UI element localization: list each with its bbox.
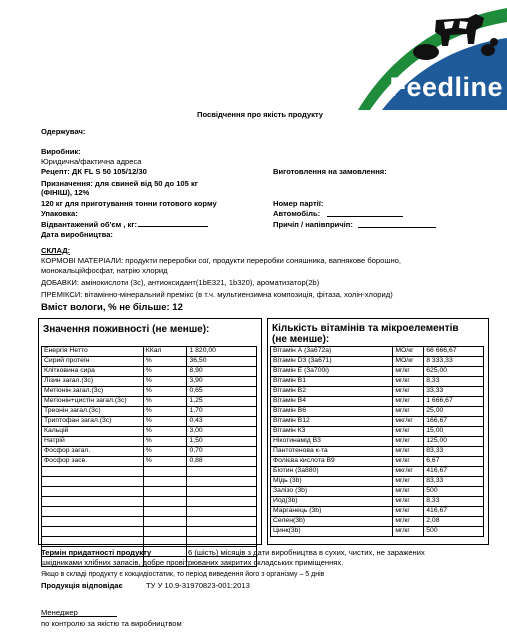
unit-cell: мг/кг <box>393 387 424 397</box>
vitamin-row <box>271 397 484 407</box>
vitamin-row <box>271 497 484 507</box>
value-cell: 83,33 <box>424 447 484 457</box>
name-cell: Кальцій <box>42 427 144 437</box>
recipe-label: Рецепт: ДК FL S 50 105/12/30 <box>41 167 147 176</box>
value-cell: 8,33 <box>424 497 484 507</box>
name-cell: Марганець (3b) <box>271 507 393 517</box>
name-cell: Мідь (3b) <box>271 477 393 487</box>
unit-cell: мг/кг <box>393 477 424 487</box>
name-cell <box>42 537 144 547</box>
name-cell: Вітамін В1 <box>271 377 393 387</box>
name-cell: Вітамін D3 (3a671) <box>271 357 393 367</box>
name-cell: Енергія Нетто <box>42 347 144 357</box>
unit-cell: мг/кг <box>393 407 424 417</box>
value-cell: 625,00 <box>424 367 484 377</box>
name-cell: Триптофан загал.(3с) <box>42 417 144 427</box>
unit-cell: % <box>143 457 187 467</box>
name-cell: Вітамін В6 <box>271 407 393 417</box>
name-cell: Вітамін К3 <box>271 427 393 437</box>
vitamin-row <box>271 427 484 437</box>
value-cell: 416,67 <box>424 507 484 517</box>
nutrition-row <box>42 467 257 477</box>
unit-cell: % <box>143 437 187 447</box>
name-cell: Пантотенова к-та <box>271 447 393 457</box>
address-label: Юридична/фактична адреса <box>41 157 142 166</box>
unit-cell: % <box>143 387 187 397</box>
unit-cell: % <box>143 357 187 367</box>
producer-label: Виробник: <box>41 147 81 156</box>
value-cell <box>187 517 257 527</box>
name-cell: Вітамін А (3a672a) <box>271 347 393 357</box>
vitamin-row <box>271 357 484 367</box>
nutrition-row <box>42 367 257 377</box>
value-cell <box>187 507 257 517</box>
signature-line <box>41 616 117 617</box>
vitamin-row <box>271 477 484 487</box>
standard-value: ТУ У 10.9-31970823-001:2013 <box>146 581 250 590</box>
unit-cell: МО/кг <box>393 347 424 357</box>
value-cell <box>187 527 257 537</box>
unit-cell: мкг/кг <box>393 467 424 477</box>
unit-cell: мг/кг <box>393 497 424 507</box>
name-cell: Біотин (3a880) <box>271 467 393 477</box>
unit-cell: мг/кг <box>393 397 424 407</box>
name-cell: Вітамін Е (3a700i) <box>271 367 393 377</box>
name-cell: Нікотинамід В3 <box>271 437 393 447</box>
nutrition-row <box>42 417 257 427</box>
name-cell: Фолієва кислота В9 <box>271 457 393 467</box>
composition-heading: СКЛАД: <box>41 246 71 255</box>
nutrition-row <box>42 447 257 457</box>
unit-cell: % <box>143 397 187 407</box>
unit-cell: мг/кг <box>393 437 424 447</box>
shelf-life-text: 6 (шість) місяців з дати виробництва в сухих, чистих, не заражених <box>188 548 425 557</box>
brand-name: Feedline <box>389 72 503 102</box>
name-cell <box>42 497 144 507</box>
name-cell: Вітамін В4 <box>271 397 393 407</box>
feed-materials-line-2: монокальційфосфат, натрію хлорид <box>41 266 168 275</box>
moisture-line: Вміст вологи, % не більше: 12 <box>41 302 183 313</box>
vitamin-row <box>271 407 484 417</box>
name-cell <box>42 487 144 497</box>
nutrition-row <box>42 517 257 527</box>
unit-cell <box>143 477 187 487</box>
value-cell <box>187 497 257 507</box>
name-cell <box>42 467 144 477</box>
value-cell <box>187 537 257 547</box>
name-cell: Метіонін загал.(3с) <box>42 387 144 397</box>
trailer-label: Причіп / напівпричіп: <box>273 220 353 229</box>
manager-label: Менеджер <box>41 608 78 617</box>
unit-cell: мг/кг <box>393 447 424 457</box>
car-label: Автомобіль: <box>273 209 321 218</box>
vitamins-title-2: (не менше): <box>272 334 330 345</box>
nutrition-row <box>42 527 257 537</box>
value-cell: 8,33 <box>424 377 484 387</box>
value-cell: 1 666,67 <box>424 397 484 407</box>
date-label: Дата виробництва: <box>41 230 113 239</box>
value-cell: 83,33 <box>424 477 484 487</box>
name-cell <box>42 517 144 527</box>
unit-cell <box>143 537 187 547</box>
name-cell: Вітамін В2 <box>271 387 393 397</box>
nutrition-row <box>42 427 257 437</box>
vitamins-title-1: Кількість вітамінів та мікроелементів <box>272 323 459 334</box>
recipient-label: Одержувач: <box>41 127 86 136</box>
value-cell: 15,00 <box>424 427 484 437</box>
unit-cell: мг/кг <box>393 487 424 497</box>
nutrition-row <box>42 537 257 547</box>
nutrition-row <box>42 377 257 387</box>
value-cell <box>187 477 257 487</box>
nutrition-row <box>42 437 257 447</box>
name-cell: Йод(3b) <box>271 497 393 507</box>
value-cell: 0,43 <box>187 417 257 427</box>
value-cell: 500 <box>424 527 484 537</box>
nutrition-row <box>42 387 257 397</box>
shelf-life-text-2: шкідниками хлібних запасів, добре провітрюваних закритих складських приміщеннях. <box>41 558 344 567</box>
made-to-order-label: Виготовлення на замовлення: <box>273 167 387 176</box>
vitamin-row <box>271 487 484 497</box>
nutrition-row <box>42 477 257 487</box>
name-cell: Цинк(3b) <box>271 527 393 537</box>
vitamin-row <box>271 377 484 387</box>
unit-cell: % <box>143 447 187 457</box>
unit-cell: мг/кг <box>393 457 424 467</box>
unit-cell: мг/кг <box>393 517 424 527</box>
unit-cell: % <box>143 417 187 427</box>
value-cell: 25,00 <box>424 407 484 417</box>
vitamins-table <box>270 346 484 537</box>
value-cell: 6,67 <box>424 457 484 467</box>
value-cell: 3,90 <box>187 377 257 387</box>
nutrition-row <box>42 397 257 407</box>
vitamin-row <box>271 527 484 537</box>
vitamin-row <box>271 467 484 477</box>
unit-cell: мг/кг <box>393 427 424 437</box>
quality-control-label: по контролю за якістю та виробництвом <box>41 619 182 628</box>
additives-line: ДОБАВКИ: амінокислоти (3с), антиоксидант(1bE321, 1b320), ароматизатор(2b) <box>41 278 320 287</box>
shelf-life-label: Термін придатності продукту <box>41 548 152 557</box>
vitamin-row <box>271 387 484 397</box>
name-cell: Метіонін+цистін загал.(3с) <box>42 397 144 407</box>
value-cell: 36,50 <box>187 357 257 367</box>
value-cell: 166,67 <box>424 417 484 427</box>
shipped-underline <box>138 226 208 227</box>
value-cell: 1,50 <box>187 437 257 447</box>
unit-cell: мг/кг <box>393 527 424 537</box>
unit-cell <box>143 527 187 537</box>
unit-cell <box>143 497 187 507</box>
vitamin-row <box>271 347 484 357</box>
value-cell: 0,70 <box>187 447 257 457</box>
feedline-logo <box>318 0 507 110</box>
vitamin-row <box>271 367 484 377</box>
coccidiostat-note: Якщо в складі продукту є кокцидіостатик, то період виведення його з організму – 5 днів <box>41 571 325 578</box>
purpose-line-2: (ФІНІШ), 12% <box>41 188 90 197</box>
value-cell <box>187 467 257 477</box>
name-cell: Фосфор загал. <box>42 447 144 457</box>
value-cell: 3,00 <box>187 427 257 437</box>
nutrition-table <box>41 346 257 567</box>
value-cell: 0,88 <box>187 457 257 467</box>
unit-cell <box>143 507 187 517</box>
nutrition-row <box>42 347 257 357</box>
unit-cell: % <box>143 377 187 387</box>
nutrition-row <box>42 507 257 517</box>
value-cell: 125,00 <box>424 437 484 447</box>
value-cell: 8,90 <box>187 367 257 377</box>
unit-cell: ККал <box>143 347 187 357</box>
page-title: Посвідчення про якість продукту <box>196 110 324 119</box>
name-cell: Клітковина сира <box>42 367 144 377</box>
nutrition-title: Значення поживності (не менше): <box>43 324 210 335</box>
nutrition-row <box>42 357 257 367</box>
purpose-line-1: Призначення: для свиней від 50 до 105 кг <box>41 179 198 188</box>
vitamin-row <box>271 417 484 427</box>
value-cell: 33,33 <box>424 387 484 397</box>
shipped-label: Відвантажений об'єм , кг: <box>41 220 138 229</box>
value-cell: 8 333,33 <box>424 357 484 367</box>
value-cell: 1,25 <box>187 397 257 407</box>
name-cell <box>42 477 144 487</box>
packaging-label: Упаковка: <box>41 209 78 218</box>
premixes-line: ПРЕМІКСИ: вітамінно-мінеральний премікс (в т.ч. мультиензимна композиція, фітаза, холін-хлорид) <box>41 290 393 299</box>
name-cell: Селен(3b) <box>271 517 393 527</box>
value-cell: 66 666,67 <box>424 347 484 357</box>
unit-cell <box>143 517 187 527</box>
nutrition-row <box>42 487 257 497</box>
value-cell: 500 <box>424 487 484 497</box>
nutrition-row <box>42 497 257 507</box>
unit-cell: мг/кг <box>393 507 424 517</box>
name-cell: Сирий протеїн <box>42 357 144 367</box>
name-cell: Вітамін В12 <box>271 417 393 427</box>
nutrition-row <box>42 407 257 417</box>
unit-cell: % <box>143 367 187 377</box>
name-cell: Натрій <box>42 437 144 447</box>
nutrition-row <box>42 457 257 467</box>
value-cell <box>187 487 257 497</box>
value-cell: 2,08 <box>424 517 484 527</box>
unit-cell: МО/кг <box>393 357 424 367</box>
name-cell: Фосфор засв. <box>42 457 144 467</box>
unit-cell: % <box>143 407 187 417</box>
value-cell: 416,67 <box>424 467 484 477</box>
vitamin-row <box>271 437 484 447</box>
vitamin-row <box>271 507 484 517</box>
tonnage-label: 120 кг для приготування тонни готового корму <box>41 199 217 208</box>
car-underline <box>327 216 403 217</box>
unit-cell: мг/кг <box>393 377 424 387</box>
name-cell <box>42 527 144 537</box>
name-cell: Треонін загал.(3с) <box>42 407 144 417</box>
name-cell: Залізо (3b) <box>271 487 393 497</box>
vitamin-row <box>271 457 484 467</box>
feed-materials-line-1: КОРМОВІ МАТЕРІАЛИ: продукти переробки сої, продукти переробки соняшника, вапнякове борошно, <box>41 256 401 265</box>
unit-cell <box>143 467 187 477</box>
unit-cell: мг/кг <box>393 367 424 377</box>
unit-cell: % <box>143 427 187 437</box>
value-cell: 1,70 <box>187 407 257 417</box>
value-cell: 0,65 <box>187 387 257 397</box>
trailer-underline <box>358 227 436 228</box>
vitamin-row <box>271 517 484 527</box>
unit-cell <box>143 487 187 497</box>
value-cell: 1 820,00 <box>187 347 257 357</box>
batch-label: Номер партії: <box>273 199 324 208</box>
vitamin-row <box>271 447 484 457</box>
name-cell: Лізин загал.(3с) <box>42 377 144 387</box>
standard-label: Продукція відповідає <box>41 581 123 590</box>
name-cell <box>42 507 144 517</box>
unit-cell: мкг/кг <box>393 417 424 427</box>
